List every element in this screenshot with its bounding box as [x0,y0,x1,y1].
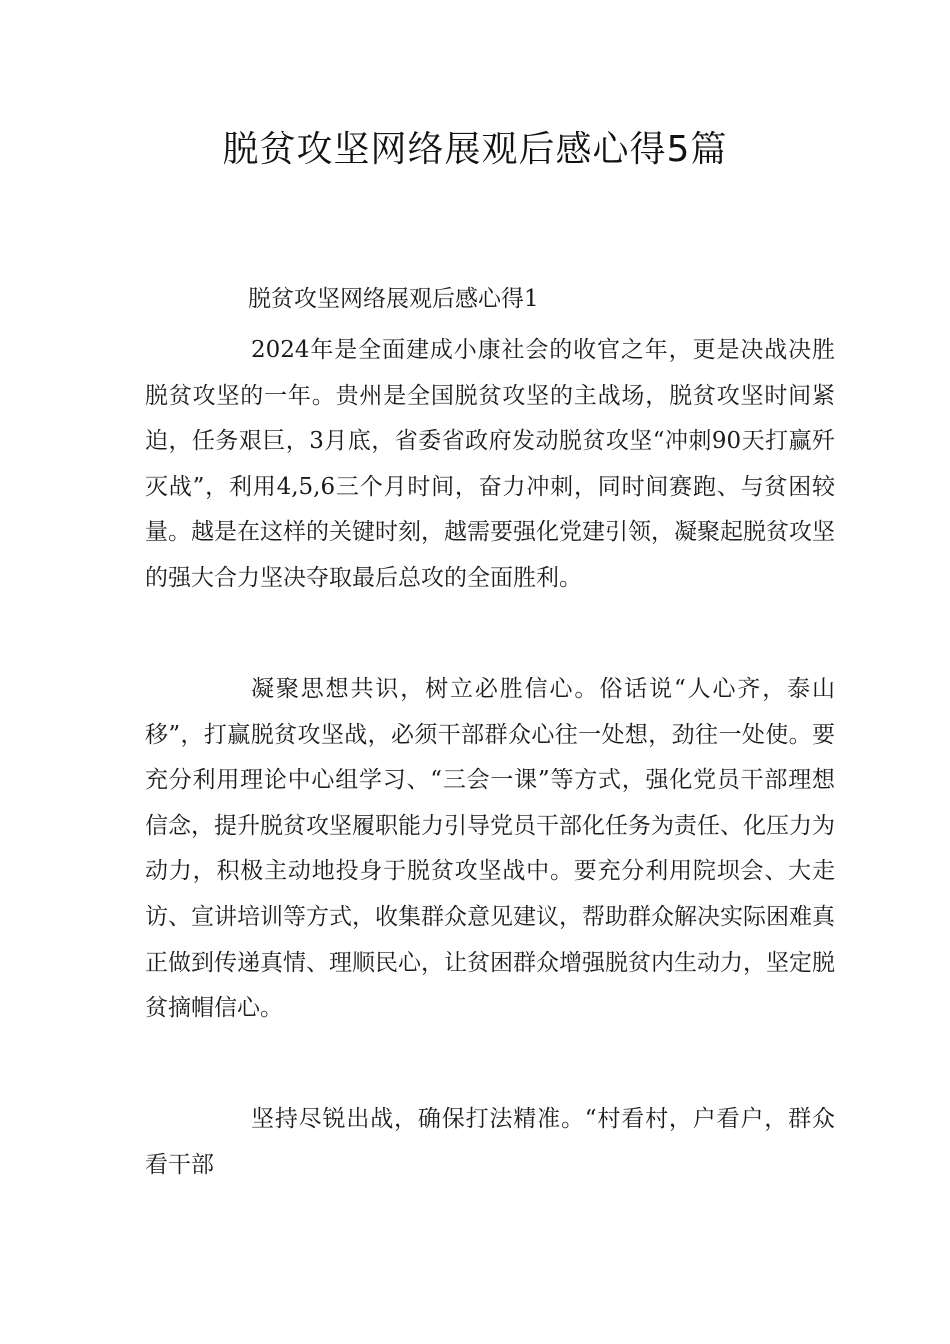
paragraph-2: 凝聚思想共识，树立必胜信心。俗话说“人心齐，泰山移”，打赢脱贫攻坚战，必须干部群众心往一处想，劲往一处使。要充分利用理论中心组学习、“三会一课”等方式，强化党员干部理想信念，提升脱贫攻坚履职能力引导党员干部化任务为责任、化压力为动力，积极主动地投身于脱贫攻坚战中。要充分利用院坝会、大走访、宣讲培训等方式，收集群众意见建议，帮助群众解决实际困难真正做到传递真情、理顺民心，让贫困群众增强脱贫内生动力，坚定脱贫摘帽信心。 [145,676,835,1022]
paragraph-3: 坚持尽锐出战，确保打法精准。“村看村，户看户，群众看干部 [145,1106,835,1178]
section-heading: 脱贫攻坚网络展观后感心得1 [248,286,539,312]
document-title: 脱贫攻坚网络展观后感心得5篇 [222,129,728,170]
paragraph-1: 2024年是全面建成小康社会的收官之年，更是决战决胜脱贫攻坚的一年。贵州是全国脱贫攻坚的主战场，脱贫攻坚时间紧迫，任务艰巨，3月底，省委省政府发动脱贫攻坚“冲刺90天打赢歼灭战”，利用4,5,6三个月时间，奋力冲刺，同时间赛跑、与贫困较量。越是在这样的关键时刻，越需要强化党建引领，凝聚起脱贫攻坚的强大合力坚决夺取最后总攻的全面胜利。 [145,337,835,591]
